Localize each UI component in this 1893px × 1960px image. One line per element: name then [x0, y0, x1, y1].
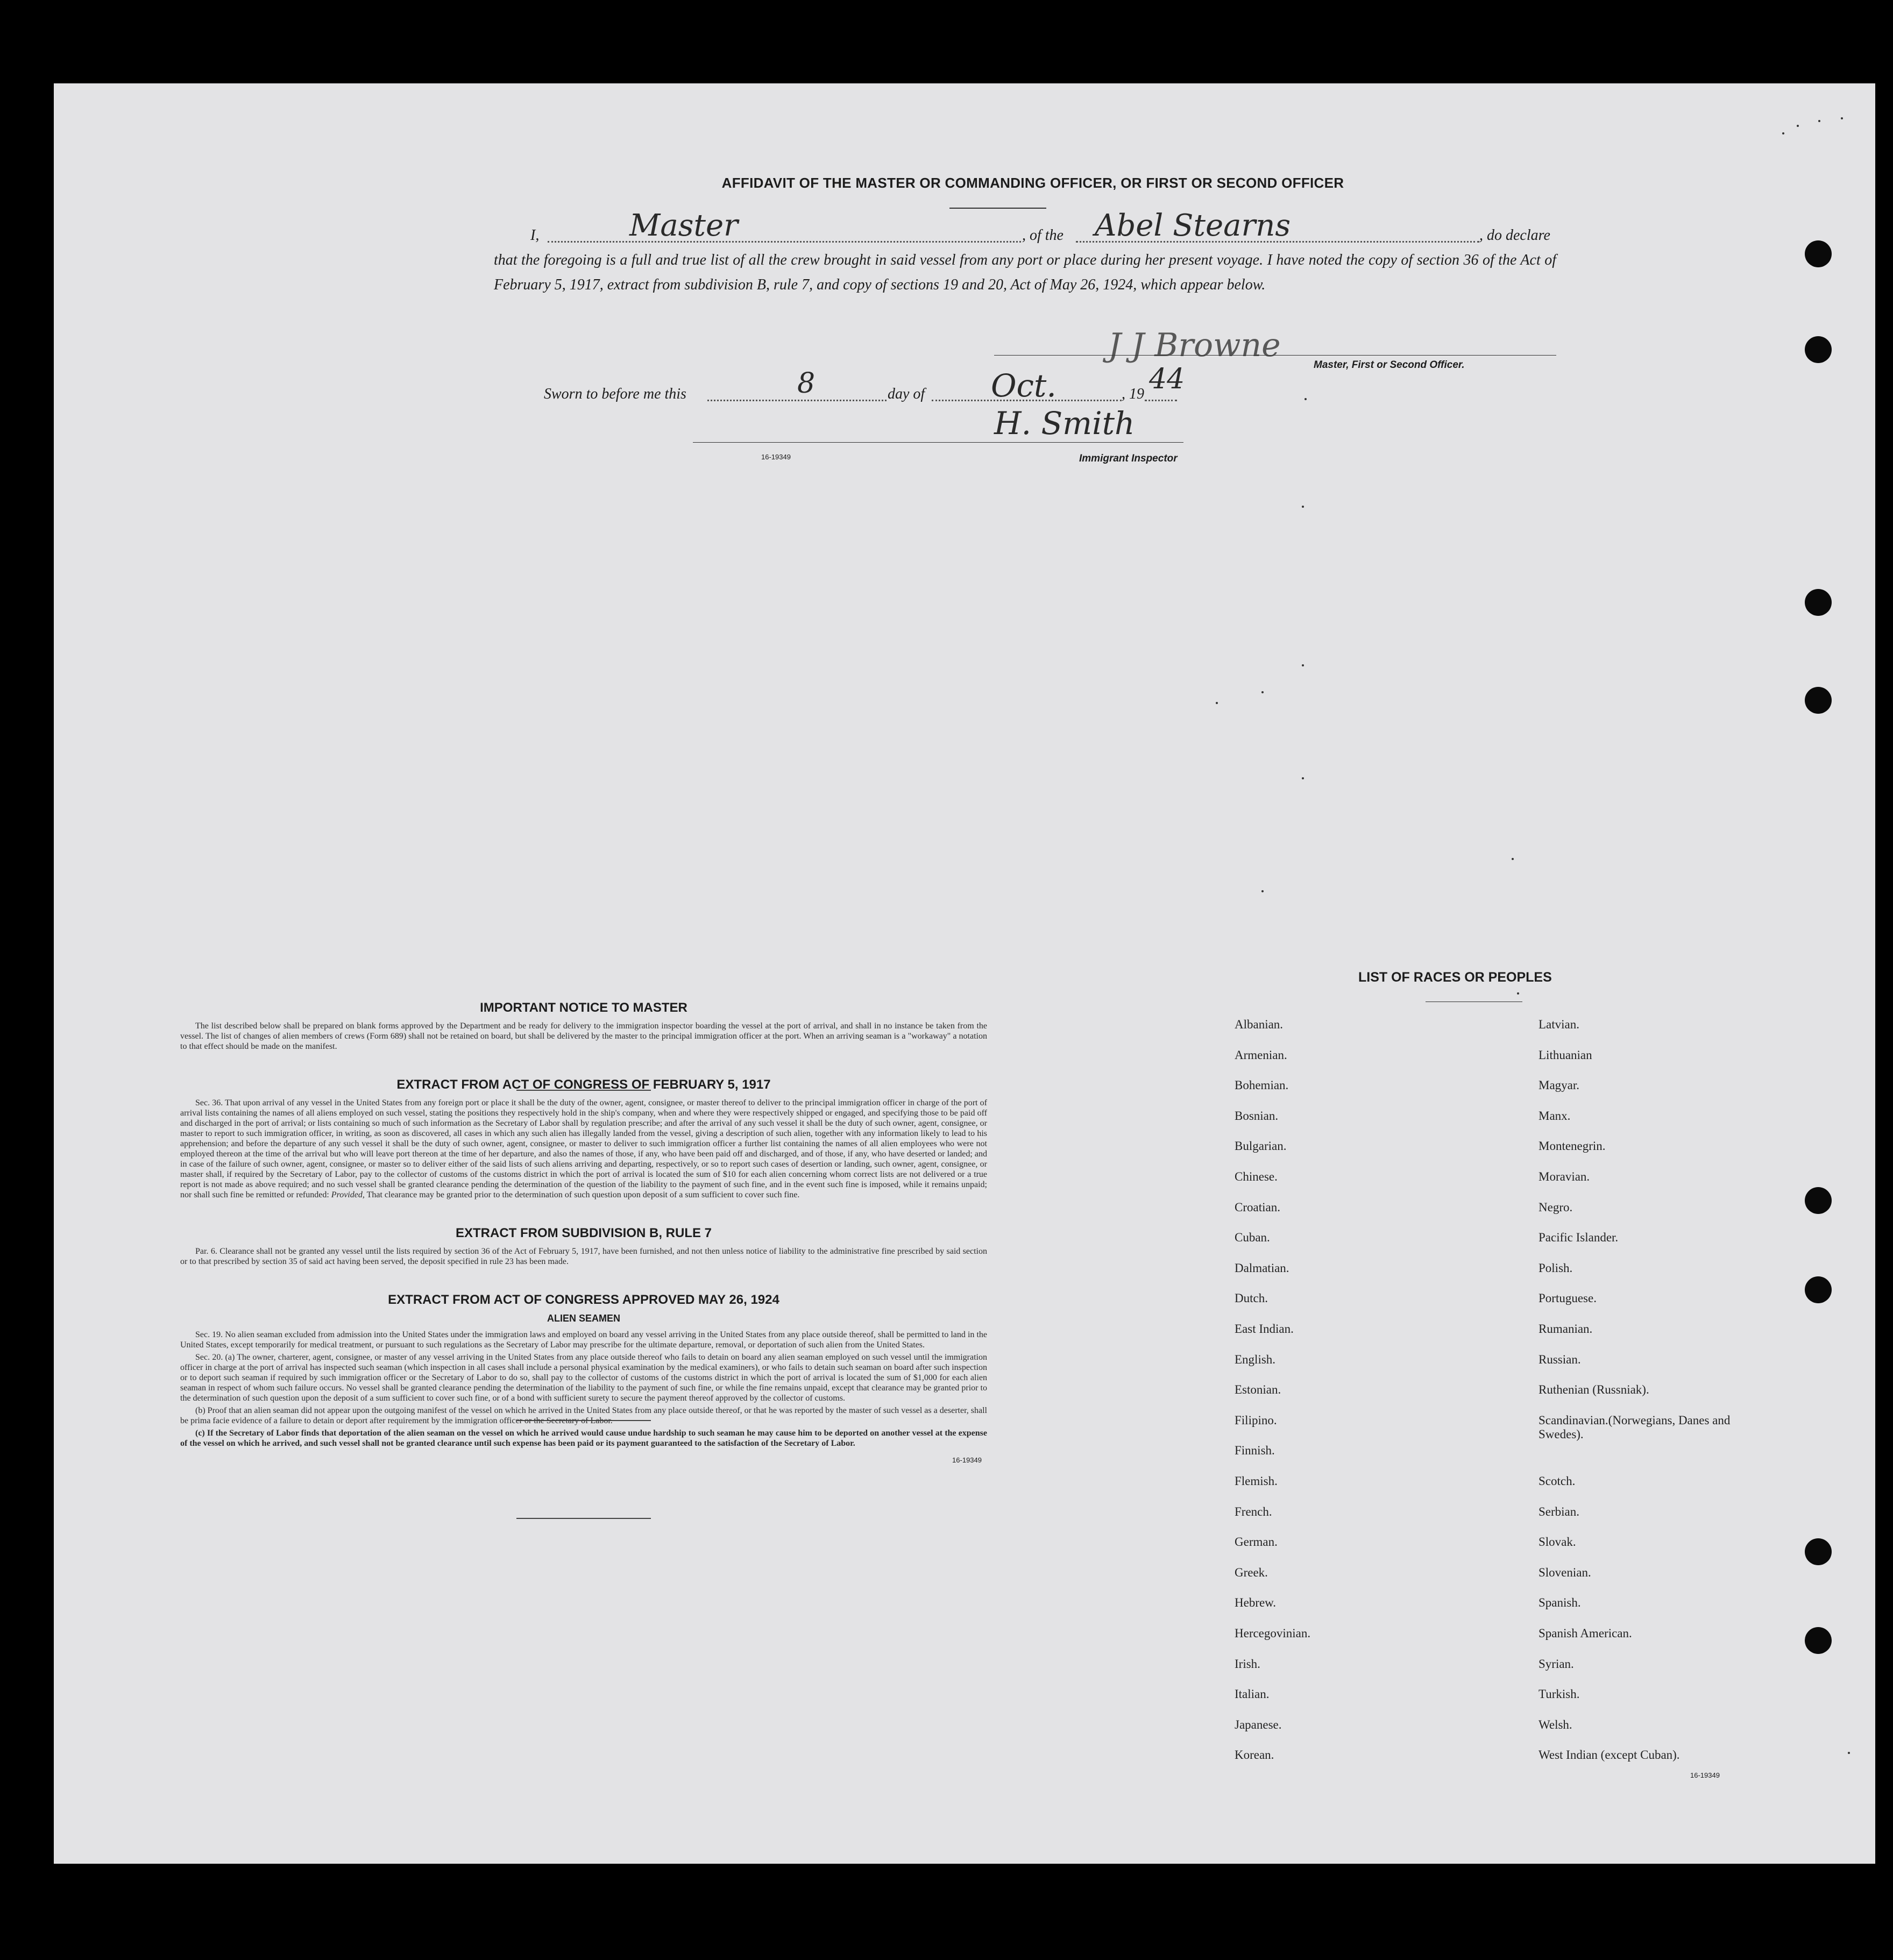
race-item: Spanish.	[1538, 1596, 1581, 1610]
race-item: Slovenian.	[1538, 1565, 1591, 1579]
race-item: German.	[1235, 1535, 1278, 1549]
race-item: Portuguese.	[1538, 1291, 1597, 1305]
vessel-name-handwriting: Abel Stearns	[1095, 208, 1291, 243]
notice-paragraph: The list described below shall be prepared on blank forms approved by the Department and be ready for delivery to the immigration inspector boarding the vessel at the port of arrival, and shall in no instance be taken from the vessel. The list of changes of alien members of crews (Form 689) shall not be retained on board, but shall be delivered by the master to the principal immigration officer at the port. When an arriving seaman is a "workaway" a notation to that effect should be made on the manifest.	[180, 1021, 987, 1051]
race-item: Flemish.	[1235, 1474, 1278, 1488]
race-item: Bohemian.	[1235, 1078, 1289, 1092]
races-form-number: 16-19349	[1690, 1771, 1720, 1779]
race-item: Ruthenian (Russniak).	[1538, 1383, 1649, 1397]
day-field-line	[707, 400, 887, 401]
race-item: Cuban.	[1235, 1231, 1270, 1245]
affidavit-form-number: 16-19349	[761, 453, 791, 461]
scan-speck	[1216, 702, 1218, 704]
scan-speck	[1261, 890, 1264, 892]
scan-speck	[1302, 506, 1304, 508]
race-item: Filipino.	[1235, 1413, 1277, 1427]
master-name-handwriting: Master	[629, 208, 738, 243]
punch-hole	[1805, 1276, 1832, 1303]
sec19-paragraph: Sec. 19. No alien seaman excluded from admission into the United States under the immigration laws and employed on board any vessel arriving in the United States from any place outside thereof, shall be permitted to land in the United States, except temporarily for medical treatment, or pursuant to such regulations as the Secretary of Labor may prescribe for the ultimate departure, removal, or deportation of such alien from the United States.	[180, 1330, 987, 1350]
race-item: Syrian.	[1538, 1657, 1574, 1671]
extract-1924-text	[180, 1330, 987, 1448]
extract-rule7-title: EXTRACT FROM SUBDIVISION B, RULE 7	[455, 1226, 712, 1240]
race-item: West Indian (except Cuban).	[1538, 1748, 1680, 1762]
master-signature-line	[994, 355, 1556, 356]
scan-speck	[1818, 120, 1820, 122]
race-item: Bosnian.	[1235, 1109, 1279, 1123]
notices-form-number: 16-19349	[952, 1456, 982, 1464]
race-item: Montenegrin.	[1538, 1139, 1606, 1153]
scan-speck	[1302, 777, 1304, 779]
race-item: Greek.	[1235, 1565, 1268, 1579]
race-item: Latvian.	[1538, 1018, 1579, 1031]
extract-1917-title: EXTRACT FROM ACT OF CONGRESS OF FEBRUARY 5, 1917	[396, 1077, 771, 1092]
race-item: Finnish.	[1235, 1444, 1275, 1458]
sec36-text: Sec. 36. That upon arrival of any vessel in the United States from any foreign port or place it shall be the duty of the owner, agent, consignee, or master thereof to deliver to the principal immigration officer in charge of the port of arrival lists containing the names of all aliens employed on such vessel, stating the positions they respectively hold in the ship's company, when and where they were respectively shipped or engaged, and specifying those to be paid off and discharged in the port of arrival; or lists containing so much of such information as the Secretary of Labor shall by regulation prescribe; and after the arrival of any such vessel it shall be the duty of such owner, agent, consignee, or master to report to such immigration officer, in writing, as soon as discovered, all cases in which any such alien has illegally landed from the vessel, giving a description of such alien, together with any information likely to lead to his apprehension; and before the departure of any such vessel it shall be the duty of such owner, agent, consignee, or master to deliver to such immigration officer a further list containing the names of all alien employees who were not employed thereon at the time of the arrival but who will leave port thereon at the time of her departure, and also the names of those, if any, who have been paid off and discharged, and of those, if any, who have deserted or landed; and in case of the failure of such owner, agent, consignee, or master so to deliver either of the said lists of such aliens arriving and departing, respectively, or so to report such cases of desertion or landing, such owner, agent, consignee, or master shall, if required by the Secretary of Labor, pay to the collector of customs of the customs district in which the port of arrival is located the sum of $10 for each alien concerning whom correct lists are not delivered or a true report is not made as above required; and no such vessel shall be granted clearance pending the determination of the question of the liability to the payment of such fine, and in the event such fine is imposed, while it remains unpaid; nor shall such fine be remitted or refunded:	[180, 1098, 987, 1199]
extract-1924-title: EXTRACT FROM ACT OF CONGRESS APPROVED MAY 26, 1924	[388, 1293, 779, 1307]
scan-speck	[1797, 125, 1799, 127]
month-handwriting: Oct.	[991, 367, 1057, 404]
race-item: Scandinavian.(Norwegians, Danes and Swedes).	[1538, 1413, 1731, 1441]
race-item: Manx.	[1538, 1109, 1571, 1123]
sworn-label: Sworn to before me this	[544, 386, 686, 402]
section-divider	[516, 1420, 651, 1421]
race-item: Lithuanian	[1538, 1048, 1592, 1062]
punch-hole	[1805, 336, 1832, 363]
race-item: Spanish American.	[1538, 1627, 1632, 1640]
race-item: Rumanian.	[1538, 1322, 1593, 1336]
race-item: Moravian.	[1538, 1170, 1590, 1183]
master-signature: J J Browne	[1108, 326, 1281, 364]
scan-speck	[1302, 664, 1304, 666]
punch-hole	[1805, 1627, 1832, 1654]
title-rule	[949, 208, 1046, 209]
notice-title: IMPORTANT NOTICE TO MASTER	[480, 1000, 687, 1015]
race-item: Welsh.	[1538, 1717, 1572, 1731]
day-of-label: day of	[888, 386, 925, 402]
name-field-line	[548, 241, 1021, 243]
race-item: Slovak.	[1538, 1535, 1576, 1549]
punch-hole	[1805, 240, 1832, 267]
year-handwriting: 44	[1149, 363, 1185, 395]
race-item: French.	[1235, 1504, 1272, 1518]
race-item: Italian.	[1235, 1687, 1270, 1701]
punch-hole	[1805, 687, 1832, 714]
scan-speck	[1782, 132, 1784, 134]
punch-hole	[1805, 1187, 1832, 1214]
race-item: Magyar.	[1538, 1078, 1580, 1092]
inspector-signature-line	[693, 442, 1183, 443]
scan-speck	[1848, 1752, 1850, 1754]
scan-speck	[1512, 858, 1514, 860]
race-item: English.	[1235, 1352, 1276, 1366]
notices-column	[180, 1000, 987, 1464]
master-caption: Master, First or Second Officer.	[1314, 359, 1465, 371]
race-item: Pacific Islander.	[1538, 1231, 1619, 1245]
race-item: Irish.	[1235, 1657, 1260, 1671]
section-divider	[516, 1518, 651, 1519]
day-handwriting: 8	[797, 367, 816, 400]
punch-hole	[1805, 1538, 1832, 1565]
race-item: East Indian.	[1235, 1322, 1294, 1336]
scan-speck	[1261, 691, 1264, 693]
race-item: Serbian.	[1538, 1504, 1580, 1518]
race-item: Dalmatian.	[1235, 1261, 1289, 1275]
scan-speck	[1841, 117, 1843, 119]
race-item: Scotch.	[1538, 1474, 1576, 1488]
inspector-caption: Immigrant Inspector	[1079, 453, 1178, 464]
scan-speck	[1517, 992, 1519, 995]
year-field-line	[1145, 400, 1177, 401]
race-item: Korean.	[1235, 1748, 1274, 1762]
extract-rule7-text	[180, 1246, 987, 1267]
race-item: Japanese.	[1235, 1717, 1282, 1731]
section-divider	[516, 1090, 651, 1091]
sec20b-paragraph: (b) Proof that an alien seaman did not appear upon the outgoing manifest of the vessel on which he arrived in the United States from any place outside thereof, or that he was reported by the master of such vessel as a deserter, shall be prima facie evidence of a failure to detain or deport after requirement by the immigration officer or the Secretary of Labor.	[180, 1406, 987, 1425]
notice-text	[180, 1021, 987, 1052]
sec36-text-after: That clearance may be granted prior to the determination of such question upon deposit of a sum sufficient to cover such fine.	[366, 1190, 800, 1199]
race-item: Armenian.	[1235, 1048, 1287, 1062]
race-item: Hebrew.	[1235, 1596, 1277, 1610]
race-item: Estonian.	[1235, 1383, 1281, 1397]
of-the-label: , of the	[1022, 227, 1064, 244]
affidavit-title: AFFIDAVIT OF THE MASTER OR COMMANDING OFFICER, OR FIRST OR SECOND OFFICER	[721, 175, 1344, 191]
race-item: Russian.	[1538, 1352, 1581, 1366]
provided-word: Provided,	[331, 1190, 365, 1199]
sec20c-paragraph: (c) If the Secretary of Labor finds that deportation of the alien seaman on the vessel on which he arrived would cause undue hardship to such seaman he may cause him to be deported on another vessel at the expense of the vessel on which he arrived, and such vessel shall not be granted clearance until such expense has been paid or its payment guaranteed to the satisfaction of the Secretary of Labor.	[180, 1429, 987, 1448]
race-item: Polish.	[1538, 1261, 1573, 1275]
affidavit-body: that the foregoing is a full and true list of all the crew brought in said vessel from any port or place during her present voyage. I have noted the copy of section 36 of the Act of February 5, 1917, extract from subdivision B, rule 7, and copy of sections 19 and 20, Act of May 26, 1924, which appear below.	[494, 252, 1556, 293]
race-item: Negro.	[1538, 1200, 1573, 1214]
year-prefix-label: , 19	[1122, 386, 1144, 402]
inspector-signature: H. Smith	[994, 405, 1135, 442]
affidavit-i-label: I,	[530, 227, 540, 244]
sec20a-paragraph: Sec. 20. (a) The owner, charterer, agent, consignee, or master of any vessel arriving in the United States from any place outside thereof who fails to detain on board any alien seaman employed on such vessel until the immigration officer in charge at the port of arrival has inspected such seaman (which inspection in all cases shall include a personal physical examination by the medical examiners), or who fails to detain such seaman on board after such inspection or to deport such seaman if required by such immigration officer or the Secretary of Labor to do so, shall pay to the collector of customs of the customs district in which the port of arrival is located the sum of $1,000 for each alien seaman in respect of whom such failure occurs. No vessel shall be granted clearance pending the determination of the liability to the payment of such fine, or while the fine remains unpaid, except that clearance may be granted prior to the determination of such question upon the deposit of a sum sufficient to cover such fine, or of a bond with sufficient surety to secure the payment thereof approved by the collector of customs.	[180, 1353, 987, 1403]
extract-1917-text	[180, 1098, 987, 1200]
punch-hole	[1805, 589, 1832, 616]
scan-speck	[1304, 398, 1307, 400]
race-item: Bulgarian.	[1235, 1139, 1287, 1153]
race-item: Chinese.	[1235, 1170, 1278, 1183]
race-item: Hercegovinian.	[1235, 1627, 1311, 1640]
race-item: Albanian.	[1235, 1018, 1284, 1031]
do-declare-label: , do declare	[1479, 227, 1550, 244]
rule7-paragraph: Par. 6. Clearance shall not be granted any vessel until the lists required by section 36 of the Act of February 5, 1917, have been furnished, and not then unless notice of liability to the administrative fine prescribed by said section or to that prescribed by section 35 of said act having been served, the deposit specified in rule 23 has been made.	[180, 1247, 987, 1266]
race-item: Croatian.	[1235, 1200, 1280, 1214]
races-title: LIST OF RACES OR PEOPLES	[1358, 970, 1552, 985]
alien-seamen-subtitle: ALIEN SEAMEN	[547, 1313, 620, 1324]
race-item: Dutch.	[1235, 1291, 1268, 1305]
document-page	[54, 83, 1875, 1864]
race-item: Turkish.	[1538, 1687, 1580, 1701]
